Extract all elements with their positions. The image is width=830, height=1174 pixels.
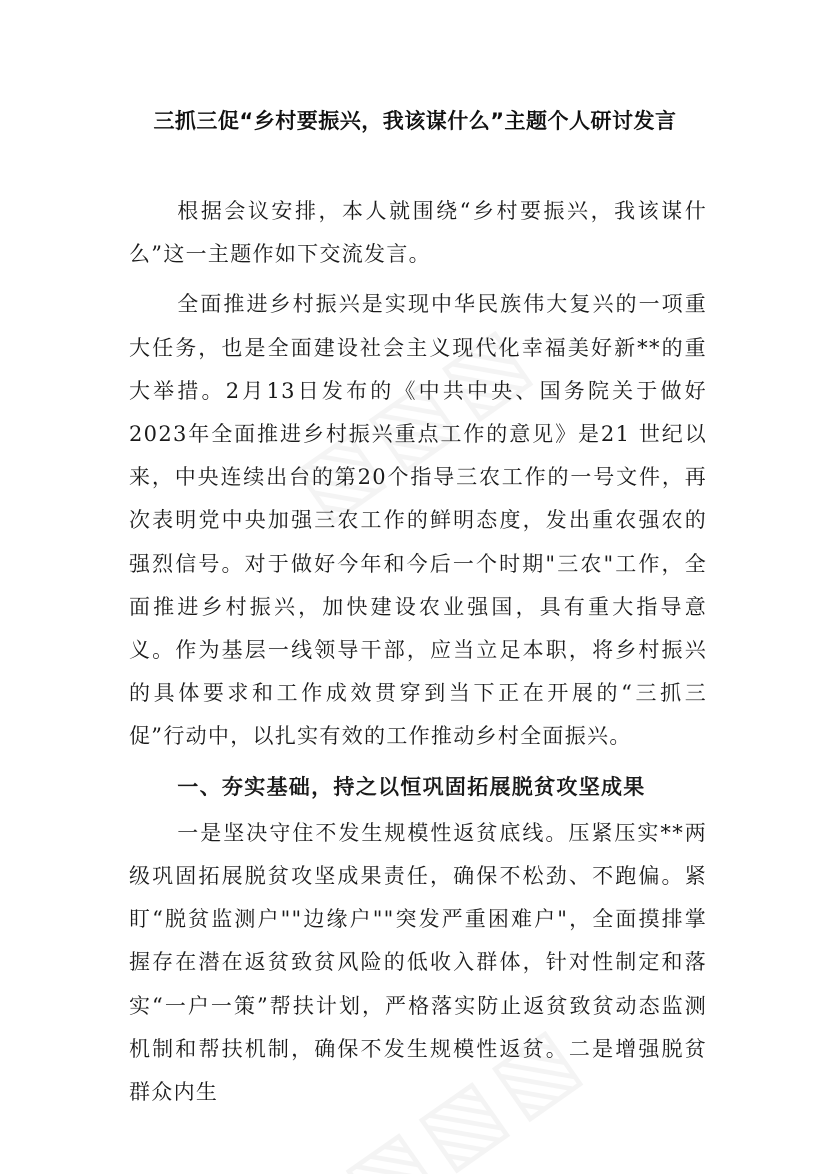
document-body <box>129 190 707 1121</box>
page-title: 三抓三促“乡村要振兴，我该谋什么”主题个人研讨发言 <box>153 109 677 133</box>
section-paragraph: 一是坚决守住不发生规模性返贫底线。压紧压实**两级巩固拓展脱贫攻坚成果责任，确保不松劲、不跑偏。紧盯“脱贫监测户""边缘户""突发严重困难户"，全面摸排掌握存在潜在返贫致贫风险的低收入群体，针对性制定和落实“一户一策”帮扶计划，严格落实防止返贫致贫动态监测机制和帮扶机制，确保不发生规模性返贫。二是增强脱贫群众内生 <box>129 820 707 1105</box>
section-heading: 一、夯实基础，持之以恒巩固拓展脱贫攻坚成果 <box>177 774 646 799</box>
context-paragraph: 全面推进乡村振兴是实现中华民族伟大复兴的一项重大任务，也是全面建设社会主义现代化幸福美好新**的重大举措。2月13日发布的《中共中央、国务院关于做好2023年全面推进乡村振兴重点工作的意见》是21 世纪以来，中央连续出台的第20个指导三农工作的一号文件，再次表明党中央加强三农工作的鲜明态度，发出重农强农的强烈信号。对于做好今年和今后一个时期"三农"工作，全面推进乡村振兴，加快建设农业强国，具有重大指导意义。作为基层一线领导干部，应当立足本职，将乡村振兴的具体要求和工作成效贯穿到当下正在开展的“三抓三促”行动中，以扎实有效的工作推动乡村全面振兴。 <box>129 292 707 749</box>
intro-paragraph: 根据会议安排，本人就围绕“乡村要振兴，我该谋什么”这一主题作如下交流发言。 <box>129 199 707 267</box>
